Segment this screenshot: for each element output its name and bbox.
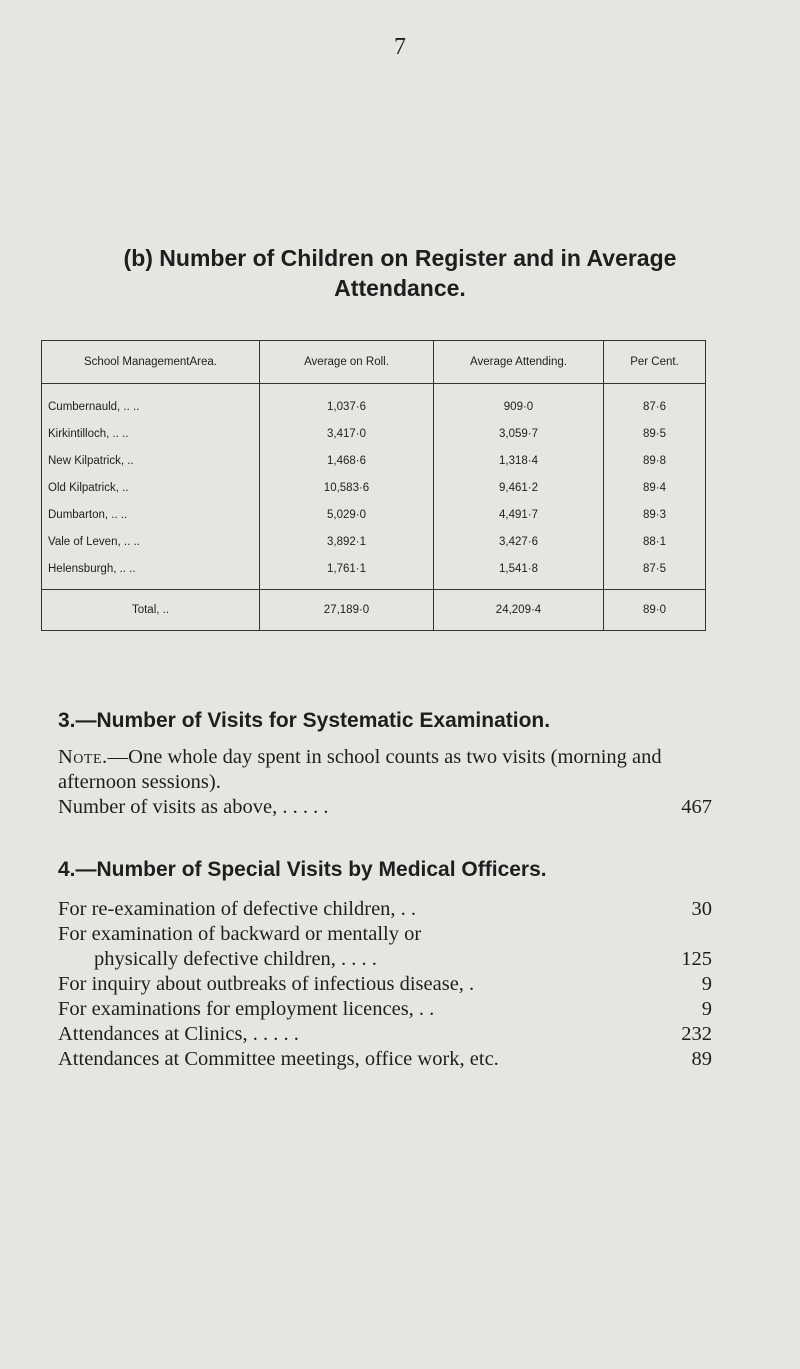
total-label: Total, .. [42,590,260,631]
cell-area: Dumbarton, .. .. [42,501,260,528]
section-b-title-line1: (b) Number of Children on Register and in Average [123,245,677,271]
section-3-heading: 3.—Number of Visits for Systematic Examination. [58,709,551,732]
item-label: physically defective children, . . . . [94,948,377,970]
cell-percent: 87·5 [604,555,706,590]
table-row [42,420,706,447]
cell-attending: 9,461·2 [434,474,604,501]
section-4-heading: 4.—Number of Special Visits by Medical Officers. [58,858,547,881]
total-percent: 89·0 [604,590,706,631]
cell-percent: 89·8 [604,447,706,474]
visits-label: Number of visits as above, . . . . . [58,796,329,818]
list-item [58,1022,712,1047]
cell-roll: 3,892·1 [260,528,434,555]
list-item [58,997,712,1022]
note-text: —One whole day spent in school counts as two visits (morning and afternoon sessions). [58,746,662,793]
table-row [42,555,706,590]
visits-value: 467 [681,796,712,818]
cell-attending: 1,318·4 [434,447,604,474]
item-label: For examinations for employment licences, . . [58,998,435,1020]
item-value: 30 [691,898,712,920]
list-item [58,897,712,922]
cell-roll: 10,583·6 [260,474,434,501]
cell-percent: 88·1 [604,528,706,555]
list-item [58,947,712,972]
cell-area: Cumbernauld, .. .. [42,384,260,421]
cell-attending: 4,491·7 [434,501,604,528]
item-label: For re-examination of defective children, . . [58,898,417,920]
item-label: For examination of backward or mentally or [58,923,422,945]
cell-attending: 909·0 [434,384,604,421]
header-school-area: School ManagementArea. [42,341,260,384]
list-item [58,1047,712,1072]
table-row [42,384,706,421]
table-row [42,501,706,528]
cell-roll: 1,761·1 [260,555,434,590]
visits-line [58,795,712,820]
item-label: For inquiry about outbreaks of infectious disease, . [58,973,475,995]
header-average-roll: Average on Roll. [260,341,434,384]
item-value: 9 [701,973,712,995]
cell-attending: 3,059·7 [434,420,604,447]
cell-area: Vale of Leven, .. .. [42,528,260,555]
cell-percent: 89·3 [604,501,706,528]
table-row [42,474,706,501]
attendance-table [41,340,706,631]
note-paragraph [58,745,712,795]
cell-area: Kirkintilloch, .. .. [42,420,260,447]
item-value: 232 [681,1023,712,1045]
section-b-title-line2: Attendance. [334,275,466,301]
table-row [42,528,706,555]
item-value: 89 [691,1048,712,1070]
total-roll: 27,189·0 [260,590,434,631]
table-total-row [42,590,706,631]
table-row [42,447,706,474]
item-label: Attendances at Clinics, . . . . . [58,1023,299,1045]
cell-roll: 3,417·0 [260,420,434,447]
header-average-attending: Average Attending. [434,341,604,384]
cell-roll: 5,029·0 [260,501,434,528]
cell-roll: 1,037·6 [260,384,434,421]
list-item [58,922,712,947]
list-item [58,972,712,997]
table-header-row [42,341,706,384]
cell-attending: 1,541·8 [434,555,604,590]
cell-percent: 89·5 [604,420,706,447]
cell-area: New Kilpatrick, .. [42,447,260,474]
item-label: Attendances at Committee meetings, office work, etc. [58,1048,499,1070]
section-b-heading [60,243,740,303]
cell-percent: 87·6 [604,384,706,421]
cell-percent: 89·4 [604,474,706,501]
page-number: 7 [394,34,406,60]
cell-area: Old Kilpatrick, .. [42,474,260,501]
total-attending: 24,209·4 [434,590,604,631]
cell-attending: 3,427·6 [434,528,604,555]
header-per-cent: Per Cent. [604,341,706,384]
note-label: Note. [58,746,108,768]
item-value: 9 [701,998,712,1020]
cell-roll: 1,468·6 [260,447,434,474]
item-value: 125 [681,948,712,970]
special-visits-list [58,897,712,1072]
cell-area: Helensburgh, .. .. [42,555,260,590]
